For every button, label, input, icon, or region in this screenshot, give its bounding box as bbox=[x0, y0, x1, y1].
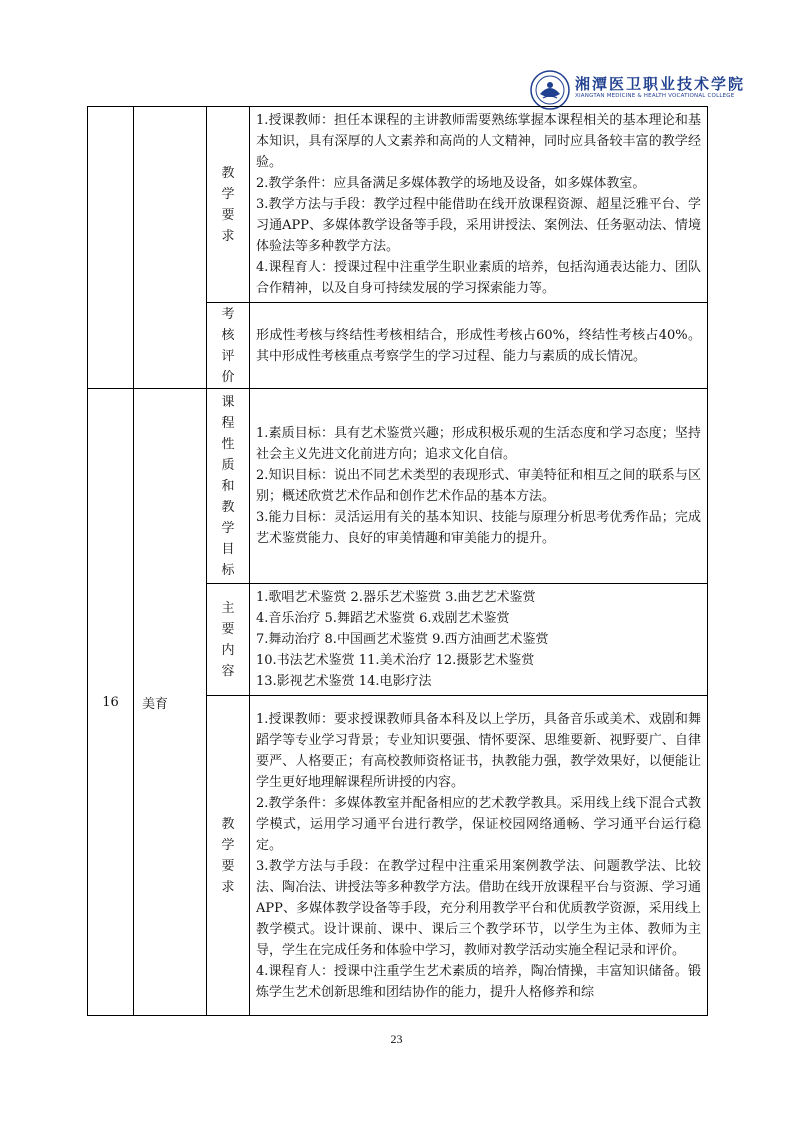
paragraph: 4.课程育人：授课中注重学生艺术素质的培养，陶冶情操，丰富知识储备。锻炼学生艺术创新思维和团结协作的能力，提升人格修养和综 bbox=[256, 963, 701, 1000]
paragraph: 2.教学条件：应具备满足多媒体教学的场地及设备，如多媒体教室。 bbox=[256, 176, 646, 191]
teaching-requirements-content bbox=[250, 696, 708, 1016]
page-number: 23 bbox=[390, 1032, 403, 1046]
row-label-cell bbox=[207, 107, 250, 303]
college-name-en: XIANGTAN MEDICINE & HEALTH VOCATIONAL COLLEGE bbox=[575, 93, 735, 99]
paragraph: 4.音乐治疗 5.舞蹈艺术鉴赏 6.戏剧艺术鉴赏 bbox=[256, 611, 510, 626]
college-name-cn: 湘潭医卫职业技术学院 bbox=[575, 75, 746, 93]
paragraph: 10.书法艺术鉴赏 11.美术治疗 12.摄影艺术鉴赏 bbox=[256, 653, 535, 668]
paragraph: 1.授课教师：要求授课教师具备本科及以上学历，具备音乐或美术、戏剧和舞蹈学等专业学习背景；专业知识要强、情怀要深、思维要新、视野要广、自律要严、人格要正；有高校教师资格证书，执教能力强，教学效果好，以便能让学生更好地理解课程所讲授的内容。 bbox=[256, 711, 701, 790]
course-name: 美育 bbox=[134, 389, 207, 1016]
paragraph: 3.教学方法与手段：在教学过程中注重采用案例教学法、问题教学法、比较法、陶冶法、讲授法等多种教学方法。借助在线开放课程平台与资源、学习通APP、多媒体教学设备等手段，充分利用教学平台和优质教学资源，采用线上教学模式。设计课前、课中、课后三个教学环节，以学生为主体、教师为主导，学生在完成任务和体验中学习，教师对教学活动实施全程记录和评价。 bbox=[256, 858, 701, 958]
paragraph: 形成性考核与终结性考核相结合，形成性考核占60%，终结性考核占40%。其中形成性考核重点考察学生的学习过程、能力与素质的成长情况。 bbox=[256, 327, 701, 364]
course-number-cell bbox=[88, 107, 134, 389]
main-content-content bbox=[250, 584, 708, 696]
row-label-cell bbox=[207, 696, 250, 1016]
teaching-requirements-content bbox=[250, 107, 708, 303]
paragraph: 4.课程育人：授课过程中注重学生职业素质的培养，包括沟通表达能力、团队合作精神，以及自身可持续发展的学习探索能力等。 bbox=[256, 260, 701, 296]
row-label-cell bbox=[207, 303, 250, 389]
assessment-content bbox=[250, 303, 708, 389]
paragraph: 2.知识目标：说出不同艺术类型的表现形式、审美特征和相互之间的联系与区别；概述欣赏艺术作品和创作艺术作品的基本方法。 bbox=[256, 468, 701, 504]
course-nature-label: 课程性质和教学目标 bbox=[221, 394, 235, 578]
course-name-cell bbox=[134, 107, 207, 389]
row-label-cell bbox=[207, 584, 250, 696]
row-label-cell bbox=[207, 389, 250, 584]
table-row bbox=[88, 107, 708, 303]
teaching-requirements-label: 教学要求 bbox=[221, 165, 235, 244]
paragraph: 1.歌唱艺术鉴赏 2.器乐艺术鉴赏 3.曲艺艺术鉴赏 bbox=[256, 590, 536, 605]
table-row bbox=[88, 389, 708, 584]
paragraph: 3.能力目标：灵活运用有关的基本知识、技能与原理分析思考优秀作品；完成艺术鉴赏能力、良好的审美情趣和审美能力的提升。 bbox=[256, 510, 701, 546]
college-seal-icon bbox=[530, 70, 570, 110]
course-number: 16 bbox=[88, 389, 134, 1016]
teaching-requirements-label: 教学要求 bbox=[221, 816, 235, 895]
course-table bbox=[87, 106, 708, 1016]
main-content-label: 主要内容 bbox=[221, 600, 235, 679]
paragraph: 3.教学方法与手段：教学过程中能借助在线开放课程资源、超星泛雅平台、学习通APP、多媒体教学设备等手段，采用讲授法、案例法、任务驱动法、情境体验法等多种教学方法。 bbox=[256, 197, 701, 254]
course-nature-content bbox=[250, 389, 708, 584]
paragraph: 2.教学条件：多媒体教室并配备相应的艺术教学教具。采用线上线下混合式教学模式，运用学习通平台进行教学，保证校园网络通畅、学习通平台运行稳定。 bbox=[256, 795, 701, 853]
paragraph: 7.舞动治疗 8.中国画艺术鉴赏 9.西方油画艺术鉴赏 bbox=[256, 632, 549, 647]
assessment-label: 考核评价 bbox=[221, 306, 235, 385]
paragraph: 13.影视艺术鉴赏 14.电影疗法 bbox=[256, 674, 432, 689]
paragraph: 1.素质目标：具有艺术鉴赏兴趣；形成积极乐观的生活态度和学习态度；坚持社会主义先进文化前进方向；追求文化自信。 bbox=[256, 426, 701, 462]
paragraph: 1.授课教师：担任本课程的主讲教师需要熟练掌握本课程相关的基本理论和基本知识，具有深厚的人文素养和高尚的人文精神，同时应具备较丰富的教学经验。 bbox=[256, 113, 701, 170]
